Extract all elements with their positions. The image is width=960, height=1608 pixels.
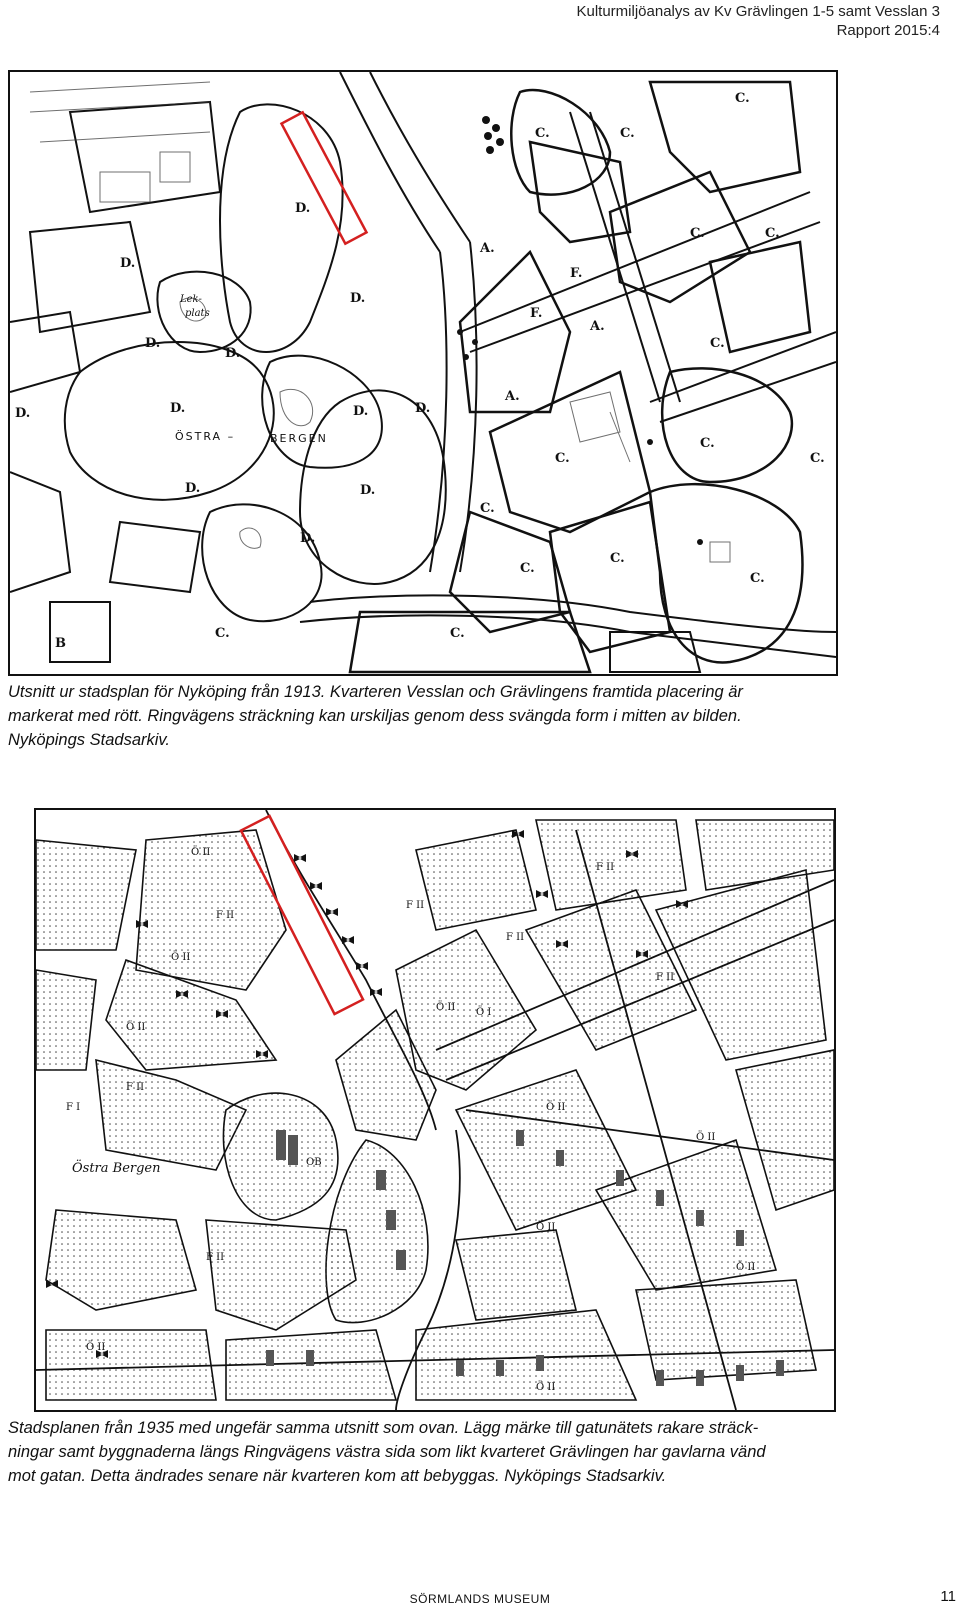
map-label-d: D. (15, 406, 31, 421)
map-label-c: C. (535, 126, 550, 141)
map-label-o2: Ö II (536, 1222, 556, 1233)
report-title: Kulturmiljöanalys av Kv Grävlingen 1-5 samt Vesslan 3 (576, 3, 940, 20)
map-1913-drawing (10, 72, 836, 674)
map-label-o2: Ö II (171, 952, 191, 963)
map-label-c: C. (215, 626, 230, 641)
map-label-c: C. (750, 571, 765, 586)
map-label-o2: Ö II (536, 1382, 556, 1393)
map-label-d: D. (350, 291, 366, 306)
caption-line: Nyköpings Stadsarkiv. (8, 731, 171, 749)
map-label-lek: Lek- (180, 294, 202, 305)
map-label-c: C. (735, 91, 750, 106)
map-label-b: B (55, 636, 66, 651)
map-label-o2: Ö II (126, 1022, 146, 1033)
map-1913 (8, 70, 838, 676)
figure2-caption (8, 1416, 908, 1488)
map-label-d: D. (360, 483, 376, 498)
map-label-d: D. (185, 481, 201, 496)
map-1935-drawing (36, 810, 834, 1410)
map-label-o2: Ö II (86, 1342, 106, 1353)
map-label-f2: F II (656, 972, 675, 983)
map-label-o1: Ö I (476, 1007, 492, 1018)
map-label-f2: F II (596, 862, 615, 873)
map-label-c: C. (690, 226, 705, 241)
map-label-d: D. (120, 256, 136, 271)
map-label-c: C. (480, 501, 495, 516)
map-label-d: D. (415, 401, 431, 416)
map-label-c: C. (520, 561, 535, 576)
caption-line: mot gatan. Detta ändrades senare när kvarteren kom att bebyggas. Nyköpings Stadsarkiv. (8, 1467, 667, 1485)
map-label-f2: F II (126, 1082, 145, 1093)
map-label-c: C. (610, 551, 625, 566)
page-number: 11 (940, 1588, 956, 1605)
map-label-bergen: BERGEN (270, 432, 328, 445)
map-label-c: C. (555, 451, 570, 466)
figure1-caption (8, 680, 888, 752)
map-label-plats: plats (185, 308, 210, 319)
highlight-rectangle-1913 (281, 112, 366, 243)
caption-line: ningar samt byggnaderna längs Ringvägens västra sida som likt kvarteret Grävlingen har gavlarna vänd (8, 1443, 766, 1461)
map-label-o2: Ö II (191, 847, 211, 858)
map-1935 (34, 808, 836, 1412)
map-label-c: C. (765, 226, 780, 241)
caption-line: Stadsplanen från 1935 med ungefär samma utsnitt som ovan. Lägg märke till gatunätets rakare sträck- (8, 1419, 759, 1437)
map-label-c: C. (620, 126, 635, 141)
map-label-f1: F I (66, 1102, 81, 1113)
map-label-d: D. (295, 201, 311, 216)
map-label-f: F. (530, 306, 543, 321)
footer-organization: SÖRMLANDS MUSEUM (409, 1592, 551, 1606)
caption-line: Utsnitt ur stadsplan för Nyköping från 1913. Kvarteren Vesslan och Grävlingens framtida placering är (8, 683, 743, 701)
map-label-o2: Ö II (546, 1102, 566, 1113)
map-label-a: A. (505, 389, 520, 404)
map-label-a: A. (590, 319, 605, 334)
map-label-f2: F II (406, 900, 425, 911)
map-label-o2: Ö II (436, 1002, 456, 1013)
map-label-f2: F II (206, 1252, 225, 1263)
map-label-c: C. (450, 626, 465, 641)
map-label-c: C. (700, 436, 715, 451)
map-label-d: D. (225, 346, 241, 361)
map-label-ob: OB (306, 1157, 322, 1168)
report-number: Rapport 2015:4 (836, 22, 940, 39)
map-label-f: F. (570, 266, 583, 281)
map-label-ostra-bergen: Östra Bergen (72, 1161, 161, 1176)
map-label-c: C. (710, 336, 725, 351)
map-label-f2: F II (216, 910, 235, 921)
map-label-ostra: ÖSTRA – (175, 430, 236, 443)
map-label-a: A. (480, 241, 495, 256)
caption-line: markerat med rött. Ringvägens sträckning kan urskiljas genom dess svängda form i mitten av bilden. (8, 707, 742, 725)
map-label-o2: Ö II (736, 1262, 756, 1273)
map-label-o2: Ö II (696, 1132, 716, 1143)
map-label-f2: F II (506, 932, 525, 943)
running-header (576, 2, 940, 40)
map-label-c: C. (810, 451, 825, 466)
map-label-d: D. (300, 531, 316, 546)
map-label-d: D. (145, 336, 161, 351)
map-label-d: D. (170, 401, 186, 416)
map-label-d: D. (353, 404, 369, 419)
